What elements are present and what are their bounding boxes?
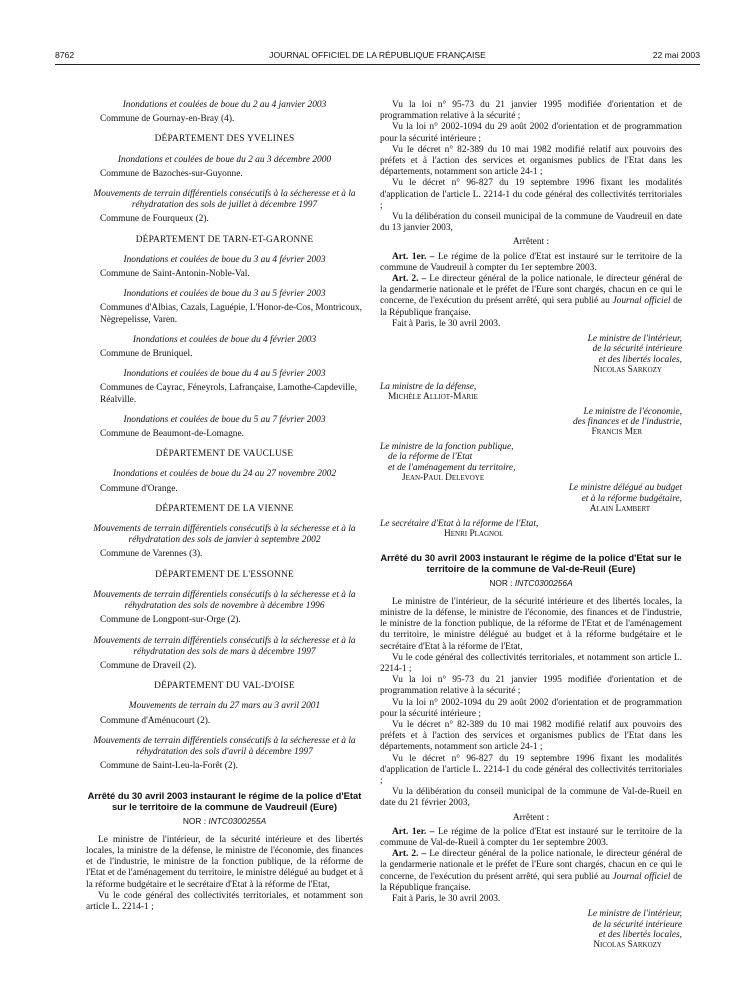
right-column: [380, 100, 682, 951]
commune-list: Commune de Saint-Antonin-Noble-Val.: [100, 269, 250, 280]
header-rule: [55, 64, 700, 65]
event-description: Inondations et coulées de boue du 24 au 27 novembre 2002: [112, 469, 337, 480]
event-description: Inondations et coulées de boue du 3 au 5 février 2003: [123, 289, 326, 300]
commune-list: Commune de Fourqueux (2).: [100, 214, 209, 225]
disaster-list: [86, 100, 363, 772]
event-description: Mouvements de terrain différentiels consécutifs à la sécheresse et à la réhydratation des sols de mars à décembre 1997: [93, 635, 356, 657]
issue-date: 22 mai 2003: [652, 50, 700, 60]
event-description: Inondations et coulées de boue du 2 au 3 décembre 2000: [117, 154, 332, 165]
signature-economy: Le ministre de l'économie, des finances et de l'industrie, Francis Mer: [380, 407, 682, 438]
event-description: Inondations et coulées de boue du 4 février 2003: [132, 334, 317, 345]
event-description: Mouvements de terrain différentiels consécutifs à la sécheresse et à la réhydratation des sols de janvier à septembre 2002: [93, 524, 356, 546]
nor-code: INTC0300256A: [514, 577, 573, 588]
nor-code: INTC0300255A: [208, 815, 267, 826]
signature-interior: Le ministre de l'intérieur, de la sécurité intérieure et des libertés locales, Nicolas Sarkozy: [380, 909, 682, 951]
commune-list: Commune de Bazoches-sur-Guyonne.: [100, 168, 243, 179]
event-description: Mouvements de terrain différentiels consécutifs à la sécheresse et à la réhydratation des sols d'avril à décembre 1997: [93, 735, 356, 757]
signature-interior: Le ministre de l'intérieur, de la sécurité intérieure et des libertés locales, Nicolas Sarkozy: [380, 334, 682, 376]
department-heading: DÉPARTEMENT DE L'ESSONNE: [155, 569, 294, 580]
commune-list: Commune de Bruniquel.: [100, 349, 193, 360]
decree-paragraph: Vu le décret n° 82-389 du 10 mai 1982 modifié relatif aux pouvoirs des préfets et à l'action des services et organismes publics de l'Etat dans les départements, notamment son article 24-1 ;: [380, 720, 682, 753]
department-heading: DÉPARTEMENT DE VAUCLUSE: [155, 449, 294, 460]
commune-list: Communes de Cayrac, Féneyrols, Lafrançaise, Lamothe-Capdeville, Réalville.: [100, 383, 357, 405]
signature-state-reform: Le secrétaire d'Etat à la réforme de l'Etat, Henri Plagnol: [380, 519, 682, 540]
decree-title: Arrêté du 30 avril 2003 instaurant le régime de la police d'Etat sur le territoire de la commune de Val-de-Reuil (Eure): [380, 552, 682, 574]
decree-paragraph: Vu la loi n° 2002-1094 du 29 août 2002 d'orientation et de programmation pour la sécurité intérieure ;: [380, 697, 682, 719]
signatory-name: Nicolas Sarkozy: [593, 940, 662, 951]
decree-paragraph: Vu la délibération du conseil municipal de la commune de Val-de-Rueil en date du 21 février 2003,: [380, 787, 682, 809]
article-1: Art. 1er. – Le régime de la police d'Etat est instauré sur le territoire de la commune de Val-de-Rueil à compter du 1er septembre 2003.: [380, 826, 682, 849]
decree-paragraph: Le ministre de l'intérieur, de la sécurité intérieure et des libertés locales, la ministre de la défense, le ministre de l'économie, des finances et de l'industrie, le ministre de la fonction publique, de la réforme de l'Etat et de l'aménagement du territoire, le ministre délégué au budget et à la réforme budgétaire et le secrétaire d'Etat à la réforme de l'Etat,: [380, 596, 682, 652]
signature-budget: Le ministre délégué au budget et à la réforme budgétaire, Alain Lambert: [380, 483, 682, 514]
arretent-heading: Arrêtent :: [512, 812, 550, 823]
signature-public-service: Le ministre de la fonction publique, de la réforme de l'Etat et de l'aménagement du territoire, Jean-Paul Delevoye: [380, 442, 682, 484]
decree-paragraph: Vu la loi n° 95-73 du 21 janvier 1995 modifiée d'orientation et de programmation relative à la sécurité ;: [380, 100, 682, 122]
decree-paragraph: Vu la délibération du conseil municipal de la commune de Vaudreuil en date du 13 janvier 2003,: [380, 212, 682, 234]
article-2: Art. 2. – Le directeur général de la police nationale, le directeur général de la gendarmerie nationale et le préfet de l'Eure sont chargés, chacun en ce qui le concerne, de l'exécution du présent arrêté, qui sera publié au Journal officiel de la République française.: [380, 849, 683, 893]
page-header: [55, 50, 700, 64]
signatory-name: Jean-Paul Delevoye: [402, 472, 485, 483]
commune-list: Commune de Longpont-sur-Orge (2).: [100, 615, 241, 626]
signatory-name: Henri Plagnol: [444, 528, 504, 539]
signatory-name: Nicolas Sarkozy: [593, 365, 662, 376]
event-description: Mouvements de terrain du 27 mars au 3 avril 2001: [128, 701, 321, 712]
commune-list: Commune d'Aménucourt (2).: [100, 715, 211, 726]
nor-reference: NOR : INTC0300255A: [182, 815, 267, 826]
department-heading: DÉPARTEMENT DE LA VIENNE: [155, 503, 294, 514]
commune-list: Commune de Varennes (3).: [100, 549, 203, 560]
department-heading: DÉPARTEMENT DU VAL-D'OISE: [154, 681, 295, 692]
page-number: 8762: [55, 50, 75, 60]
commune-list: Commune de Saint-Leu-la-Forêt (2).: [100, 761, 238, 772]
commune-list: Communes d'Albias, Cazals, Laguépie, L'Honor-de-Cos, Montricoux, Nègrepelisse, Varen.: [100, 303, 362, 325]
nor-reference: NOR : INTC0300256A: [489, 577, 573, 588]
decree-paragraph: Vu la loi n° 95-73 du 21 janvier 1995 modifiée d'orientation et de programmation relative à la sécurité ;: [380, 675, 682, 697]
decree-paragraph: Vu le code général des collectivités territoriales, et notamment son article L. 2214-1 ;: [86, 890, 363, 912]
article-2: Art. 2. – Le directeur général de la police nationale, le directeur général de la gendarmerie nationale et le préfet de l'Eure sont chargés, chacun en ce qui le concerne, de l'exécution du présent arrêté, qui sera publié au Journal officiel de la République française.: [380, 274, 683, 318]
signature-defense: La ministre de la défense, Michèle Alliot-Marie: [380, 382, 682, 403]
arretent-heading: Arrêtent :: [512, 237, 550, 248]
commune-list: Commune de Beaumont-de-Lomagne.: [100, 429, 244, 440]
commune-list: Commune de Draveil (2).: [100, 660, 197, 671]
decree-paragraph: Vu le décret n° 82-389 du 10 mai 1982 modifié relatif aux pouvoirs des préfets et à l'action des services et organismes publics de l'Etat dans les départements, notamment son article 24-1 ;: [380, 144, 682, 178]
department-heading: DÉPARTEMENT DE TARN-ET-GARONNE: [135, 234, 314, 245]
event-description: Inondations et coulées de boue du 4 au 5 février 2003: [123, 369, 326, 380]
decree-paragraph: Vu le décret n° 96-827 du 19 septembre 1996 fixant les modalités d'application de l'article L. 2214-1 du code général des collectivités territoriales ;: [380, 178, 682, 211]
decree-paragraph: Le ministre de l'intérieur, de la sécurité intérieure et des libertés locales, la ministre de la défense, le ministre de l'économie, des finances et de l'industrie, le ministre de la fonction publique, de la réforme de l'Etat et de l'aménagement du territoire, le ministre délégué au budget et à la réforme budgétaire et le secrétaire d'Etat à la réforme de l'Etat,: [86, 834, 363, 890]
department-heading: DÉPARTEMENT DES YVELINES: [154, 134, 295, 145]
article-1: Art. 1er. – Le régime de la police d'Etat est instauré sur le territoire de la commune de Vaudreuil à compter du 1er septembre 2003.: [380, 251, 682, 273]
event-description: Inondations et coulées de boue du 5 au 7 février 2003: [123, 414, 326, 425]
signatory-name: Francis Mer: [591, 427, 642, 438]
event-description: Mouvements de terrain différentiels consécutifs à la sécheresse et à la réhydratation des sols de juillet à décembre 1997: [93, 189, 356, 211]
event-description: Inondations et coulées de boue du 3 au 4 février 2003: [123, 254, 326, 265]
commune-list: Commune d'Orange.: [100, 483, 178, 494]
decree-paragraph: Vu le décret n° 96-827 du 19 septembre 1996 fixant les modalités d'application de l'article L. 2214-1 du code général des collectivités territoriales ;: [380, 753, 682, 787]
event-description: Mouvements de terrain différentiels consécutifs à la sécheresse et à la réhydratation des sols de novembre à décembre 1996: [93, 589, 356, 612]
decree-paragraph: Vu la loi n° 2002-1094 du 29 août 2002 d'orientation et de programmation pour la sécurité intérieure ;: [380, 122, 682, 144]
decree-title: Arrêté du 30 avril 2003 instaurant le régime de la police d'Etat sur le territoire de la commune de Vaudreuil (Eure): [87, 790, 362, 812]
event-description: Inondations et coulées de boue du 2 au 4 janvier 2003: [122, 100, 327, 110]
fait-a-paris: Fait à Paris, le 30 avril 2003.: [392, 318, 501, 329]
commune-list: Commune de Gournay-en-Bray (4).: [100, 114, 235, 125]
signatory-name: Michèle Alliot-Marie: [388, 392, 478, 403]
signatory-name: Alain Lambert: [589, 504, 650, 515]
decree-paragraph: Vu le code général des collectivités territoriales, et notamment son article L. 2214-1 ;: [380, 652, 682, 674]
journal-title: JOURNAL OFFICIEL DE LA RÉPUBLIQUE FRANÇAISE: [269, 50, 486, 60]
fait-a-paris: Fait à Paris, le 30 avril 2003.: [392, 894, 501, 905]
left-column: [86, 100, 363, 913]
